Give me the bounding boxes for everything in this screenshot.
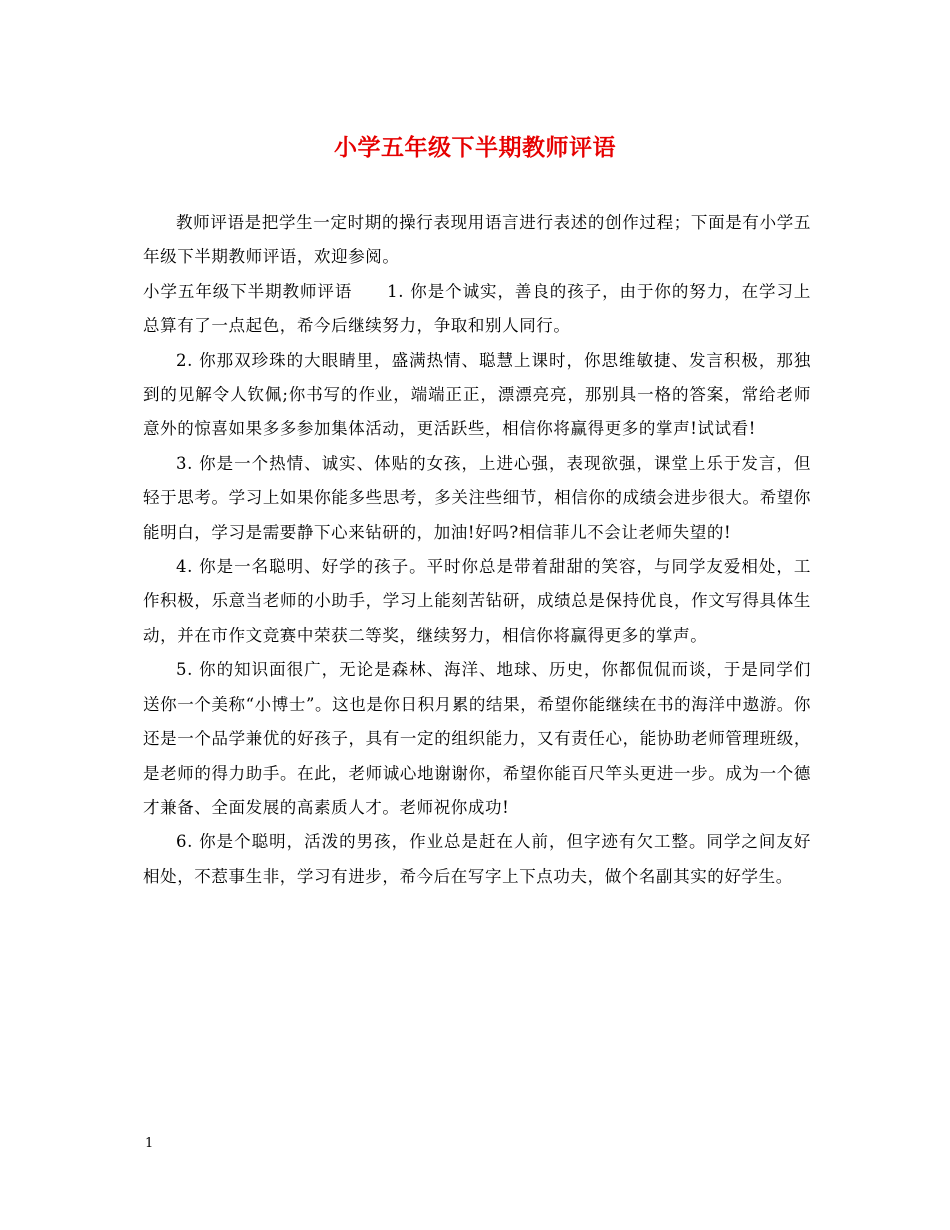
comment-paragraph-3: 3. 你是一个热情、诚实、体贴的女孩，上进心强，表现欲强，课堂上乐于发言，但轻于思考。学习上如果你能多些思考，多关注些细节，相信你的成绩会进步很大。希望你能明白，学习是需要静下心来钻研的，加油!好吗?相信菲儿不会让老师失望的! <box>143 453 811 542</box>
page-number: 1 <box>145 1136 154 1151</box>
comment-paragraph-4: 4. 你是一名聪明、好学的孩子。平时你总是带着甜甜的笑容，与同学友爱相处，工作积极，乐意当老师的小助手，学习上能刻苦钻研，成绩总是保持优良，作文写得具体生动，并在市作文竞赛中荣获二等奖，继续努力，相信你将赢得更多的掌声。 <box>143 557 811 645</box>
comment-paragraph-2: 2. 你那双珍珠的大眼睛里，盛满热情、聪慧上课时，你思维敏捷、发言积极，那独到的见解令人钦佩;你书写的作业，端端正正，漂漂亮亮，那别具一格的答案，常给老师意外的惊喜如果多多参加集体活动，更活跃些，相信你将赢得更多的掌声!试试看! <box>143 350 811 439</box>
comment-paragraph-1: 小学五年级下半期教师评语 1. 你是个诚实，善良的孩子，由于你的努力，在学习上总算有了一点起色，希今后继续努力，争取和别人同行。 <box>143 281 811 336</box>
document-title: 小学五年级下半期教师评语 <box>334 134 616 161</box>
document-body <box>143 206 811 894</box>
comment-paragraph-6: 6. 你是个聪明，活泼的男孩，作业总是赶在人前，但字迹有欠工整。同学之间友好相处，不惹事生非，学习有进步，希今后在写字上下点功夫，做个名副其实的好学生。 <box>143 832 811 886</box>
comment-paragraph-5: 5. 你的知识面很广，无论是森林、海洋、地球、历史，你都侃侃而谈，于是同学们送你一个美称“小博士”。这也是你日积月累的结果，希望你能继续在书的海洋中遨游。你还是一个品学兼优的好孩子，具有一定的组织能力，又有责任心，能协助老师管理班级，是老师的得力助手。在此，老师诚心地谢谢你，希望你能百尺竿头更进一步。成为一个德才兼备、全面发展的高素质人才。老师祝你成功! <box>143 660 811 817</box>
intro-paragraph: 教师评语是把学生一定时期的操行表现用语言进行表述的创作过程；下面是有小学五年级下半期教师评语，欢迎参阅。 <box>143 213 811 267</box>
